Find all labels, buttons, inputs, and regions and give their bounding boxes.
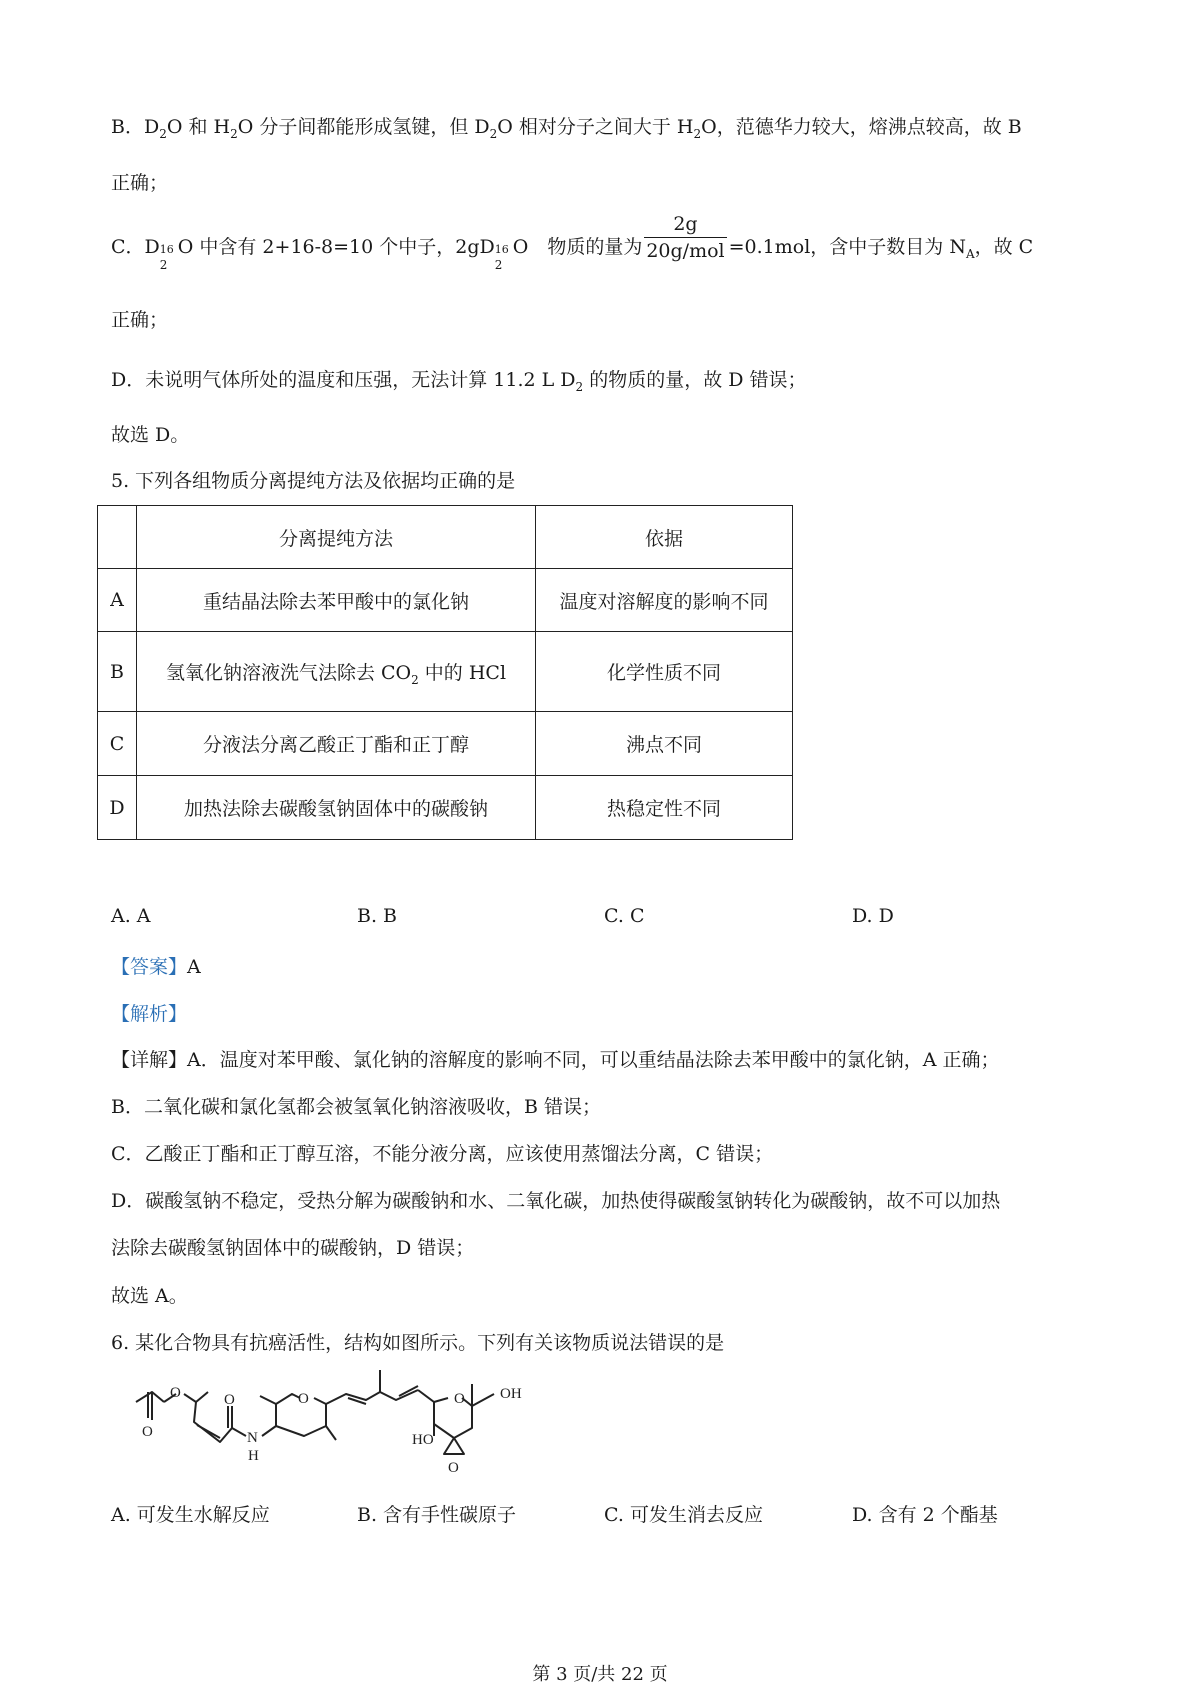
q5-option-d: D. D [852,905,894,927]
row-method: 加热法除去碳酸氢钠固体中的碳酸钠 [137,776,536,840]
q5-detail-d-line1: D．碳酸氢钠不稳定，受热分解为碳酸钠和水、二氧化碳，加热使得碳酸氢钠转化为碳酸钠，故不可以加热 [111,1190,1001,1212]
q6-option-d: D. 含有 2 个酯基 [852,1504,998,1526]
row-basis: 沸点不同 [536,712,793,776]
compound-structure-diagram [128,1370,588,1490]
table-header-row [98,506,793,569]
q5-detail-d-line2: 法除去碳酸氢钠固体中的碳酸钠，D 错误； [111,1237,475,1259]
row-method: 分液法分离乙酸正丁酯和正丁醇 [137,712,536,776]
q5-detail-b: B．二氧化碳和氯化氢都会被氢氧化钠溶液吸收，B 错误； [111,1096,601,1118]
q4-option-b-line1: B．$D_2O$ 和 $H_2O$ 分子间都能形成氢键，但 $D_2O$ 相对分子之间大于 $H_2O$，范德华力较大，熔沸点较高，故 B [111,116,1022,141]
q4-option-d-line: D．未说明气体所处的温度和压强，无法计算 11.2 L $D_2$ 的物质的量，故 D 错误； [111,369,807,394]
q4-option-c-line2: 正确； [111,309,169,331]
svg-text:O: O [142,1424,153,1440]
svg-text:O: O [224,1392,235,1408]
row-basis: 温度对溶解度的影响不同 [536,569,793,632]
table-row [98,776,793,840]
q5-answer: 【答案】A [111,956,201,978]
q5-detail-a: 【详解】A．温度对苯甲酸、氯化钠的溶解度的影响不同，可以重结晶法除去苯甲酸中的氯化钠，A 正确； [111,1049,1000,1071]
q5-conclusion: 故选 A。 [111,1285,188,1307]
svg-text:O: O [448,1460,459,1476]
hydroxyl-label: OH [500,1386,522,1402]
q5-analysis-tag: 【解析】 [111,1003,188,1025]
svg-text:O: O [170,1385,181,1401]
table-header-cell [98,506,137,569]
row-basis: 化学性质不同 [536,632,793,712]
row-method: 重结晶法除去苯甲酸中的氯化钠 [137,569,536,632]
row-label: A [98,569,137,632]
table-header-cell: 依据 [536,506,793,569]
table-row [98,569,793,632]
table-header-cell: 分离提纯方法 [137,506,536,569]
row-basis: 热稳定性不同 [536,776,793,840]
table-row [98,712,793,776]
row-method: 氢氧化钠溶液洗气法除去 $CO_2$ 中的 HCl [137,632,536,712]
q6-stem: 6. 某化合物具有抗癌活性，结构如图所示。下列有关该物质说法错误的是 [111,1332,725,1354]
q4-conclusion: 故选 D。 [111,424,190,446]
row-label: B [98,632,137,712]
table-row [98,632,793,712]
q5-detail-c: C．乙酸正丁酯和正丁醇互溶，不能分液分离，应该使用蒸馏法分离，C 错误； [111,1143,774,1165]
separation-table [97,505,793,840]
row-label: D [98,776,137,840]
q6-option-c: C. 可发生消去反应 [604,1504,763,1526]
q5-option-c: C. C [604,905,645,927]
q4-option-b-line2: 正确； [111,172,169,194]
q5-option-a: A. A [111,905,151,927]
row-label: C [98,712,137,776]
amide-n-label: N [247,1430,258,1446]
moles-fraction: $\frac{2g}{\text{20g/mol}}$ [646,212,725,262]
svg-text:O: O [298,1391,309,1407]
q6-option-a: A. 可发生水解反应 [111,1504,270,1526]
svg-text:O: O [454,1391,465,1407]
page-number-footer: 第 3 页/共 22 页 [532,1664,668,1685]
q4-option-c-line1: C．D 2 16 O 中含有 2+16-8=10 个中子，2gD 2 16 O 物质的量为 $\frac{2g}{\text{20g/mol}}$ =0.1mol，含中子数目为 $N_A$，故 C [111,212,1034,272]
q5-stem: 5. 下列各组物质分离提纯方法及依据均正确的是 [111,470,516,492]
q5-option-b: B. B [357,905,398,927]
hydroxyl-label: HO [412,1432,434,1448]
amide-h-label: H [248,1448,259,1464]
q6-option-b: B. 含有手性碳原子 [357,1504,517,1526]
